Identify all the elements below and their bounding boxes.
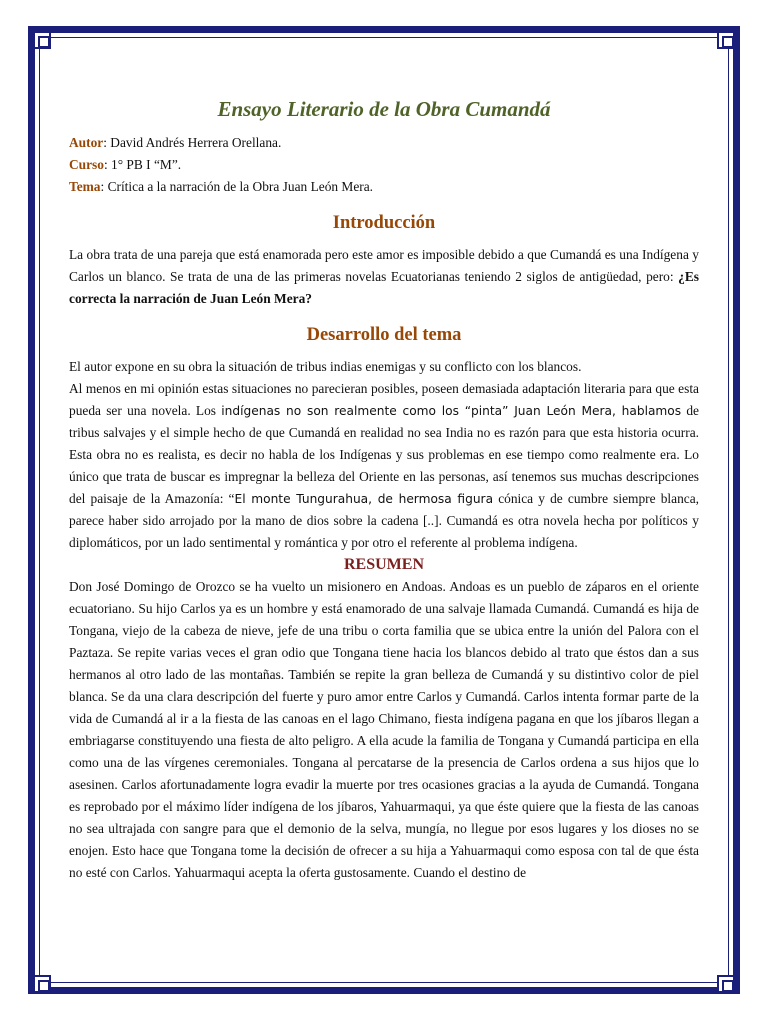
dev-text-e: cónica y de cumbre siempre blanca, parece haber sido arrojado por la mano de dios sobre la cadena [..]. Cumandá es otra novela hecha por políticos y diplomáticos, por un lado sentimental y romántica y por otro el referente al problema indígena. bbox=[69, 491, 699, 550]
intro-heading: Introducción bbox=[332, 213, 436, 233]
intro-paragraph bbox=[69, 244, 699, 310]
author-line bbox=[69, 132, 699, 154]
corner-ornament-top-right bbox=[717, 31, 735, 49]
corner-ornament-top-left bbox=[33, 31, 51, 49]
course-label: Curso bbox=[69, 157, 104, 172]
author-value: : David Andrés Herrera Orellana. bbox=[103, 135, 282, 150]
development-heading: Desarrollo del tema bbox=[306, 325, 462, 345]
document-body bbox=[69, 94, 699, 884]
author-label: Autor bbox=[69, 135, 104, 150]
theme-label: Tema bbox=[69, 179, 101, 194]
development-paragraph-2 bbox=[69, 378, 699, 554]
dev-text-d: El monte Tungurahua, de hermosa figura bbox=[234, 492, 494, 506]
document-title: Ensayo Literario de la Obra Cumandá bbox=[217, 97, 551, 121]
development-paragraph-1: El autor expone en su obra la situación de tribus indias enemigas y su conflicto con los blancos. bbox=[69, 359, 582, 374]
intro-text: La obra trata de una pareja que está enamorada pero este amor es imposible debido a que Cumandá es una Indígena y Carlos un blanco. Se trata de una de las primeras novelas Ecuatorianas teniendo 2 siglos de antigüedad, pero: bbox=[69, 247, 699, 284]
course-line bbox=[69, 154, 699, 176]
dev-text-a: Al menos en mi opinión estas situaciones no parecieran posibles, poseen demasiada adaptación literaria para que esta pueda ser una novela. Los bbox=[69, 381, 699, 418]
summary-paragraph: Don José Domingo de Orozco se ha vuelto un misionero en Andoas. Andoas es un pueblo de záparos en el oriente ecuatoriano. Su hijo Carlos ya es un hombre y está enamorado de una salvaje llamada Cumandá. Cumandá es hija de Tongana, viejo de la cabeza de nieve, jefe de una tribu o corta familia que se ubica entre la unión del Palora con el Paztaza. Se repite varias veces el gran odio que Tongana tiene hacia los blancos debido al trato que éstos dan a sus hermanos al otro lado de las montañas. También se repite la gran belleza de Cumandá y su distintivo color de piel blanca. Se da una clara descripción del fuerte y puro amor entre Carlos y Cumandá. Carlos intenta formar parte de la vida de Cumandá al ir a la fiesta de las canoas en el lago Chimano, fiesta indígena pagana en que los jíbaros llegan a embriagarse constituyendo una fiesta de alto peligro. A ella acude la familia de Tongana y Cumandá participa en ella como una de las vírgenes ceremoniales. Tongana al percatarse de la presencia de Carlos ordena a sus hijos que lo asesinen. Carlos afortunadamente logra evadir la muerte por tres ocasiones gracias a la ayuda de Cumandá. Tongana es reprobado por el máximo líder indígena de los jíbaros, Yahuarmaqui, ya que éste quiere que la fiesta de las canoas no sea ultrajada con sangre para que el demonio de la selva, mungía, no llegue por esos lugares y los dioses no se enojen. Esto hace que Tongana tome la decisión de ofrecer a su hija a Yahuarmaqui como esposa con tal de que ésta no esté con Carlos. Yahuarmaqui acepta la oferta gustosamente. Cuando el destino de bbox=[69, 579, 699, 880]
summary-heading: RESUMEN bbox=[343, 556, 424, 573]
corner-ornament-bottom-right bbox=[717, 975, 735, 993]
dev-text-b: indígenas no son realmente como los “pinta” Juan León Mera, hablamos bbox=[221, 404, 682, 418]
theme-line bbox=[69, 176, 699, 198]
dev-text-c: de tribus salvajes y el simple hecho de que Cumandá en realidad no sea India no es razón para que esta historia ocurra. Esta obra no es realista, es decir no habla de los Indígenas y sus problemas en ese tiempo como realmente era. Lo único que trata de buscar es impregnar la belleza del Oriente en las personas, así tenemos sus muchas descripciones del paisaje de la Amazonía: “ bbox=[69, 403, 699, 506]
theme-value: : Crítica a la narración de la Obra Juan León Mera. bbox=[100, 179, 374, 194]
intro-question: ¿Es correcta la narración de Juan León Mera? bbox=[69, 269, 699, 306]
course-value: : 1° PB I “M”. bbox=[103, 157, 182, 172]
corner-ornament-bottom-left bbox=[33, 975, 51, 993]
